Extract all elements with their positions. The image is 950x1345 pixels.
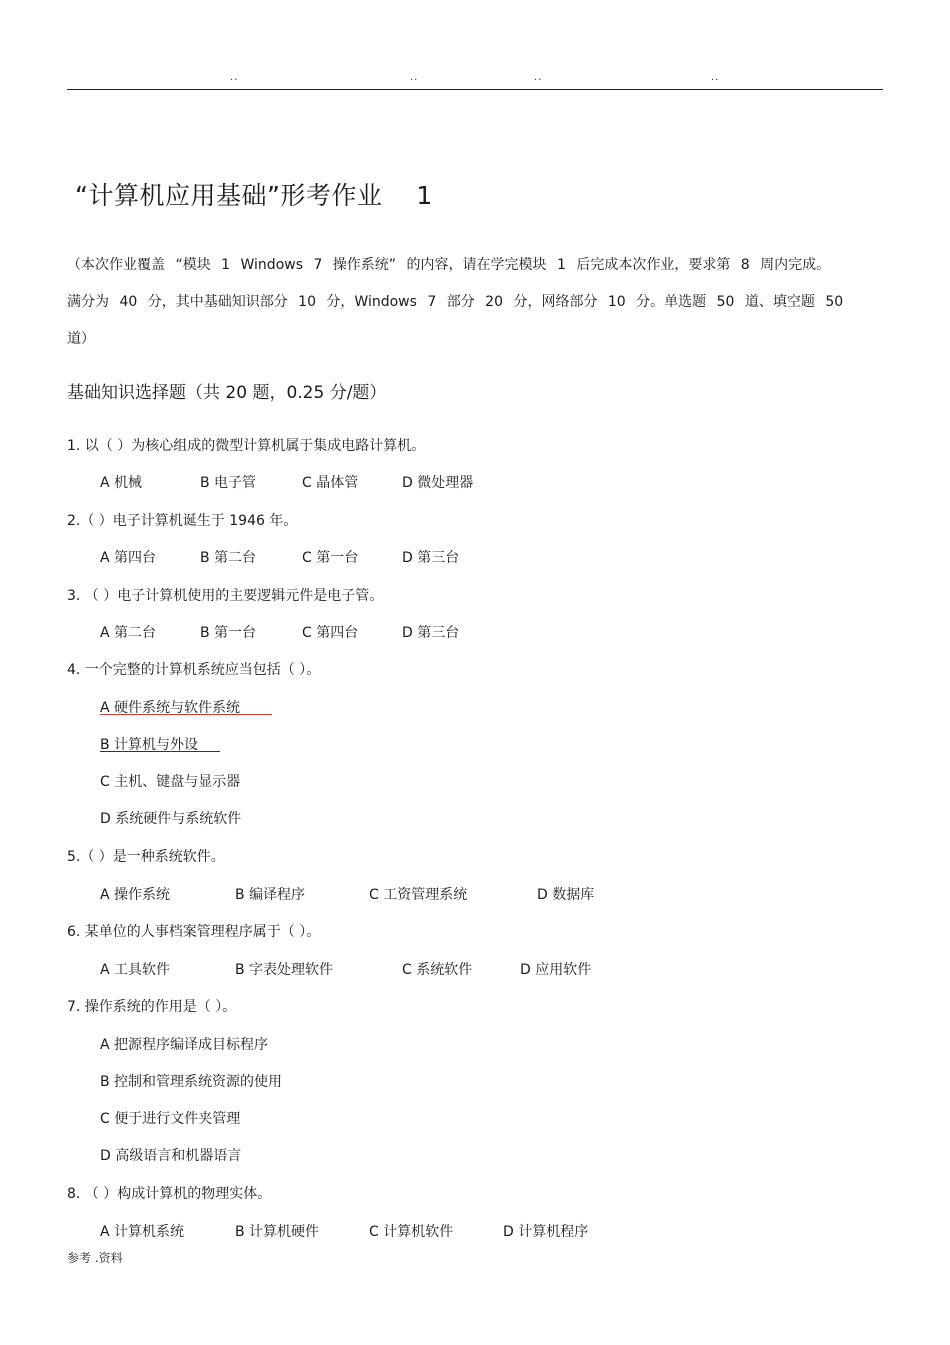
question-5-option-c: C 工资管理系统: [369, 887, 468, 903]
question-3-option-c: C 第四台: [302, 625, 359, 641]
question-3-stem: 3. （ ）电子计算机使用的主要逻辑元件是电子管。: [67, 588, 384, 604]
question-4-option-a-underline: [100, 714, 272, 715]
question-6-stem: 6. 某单位的人事档案管理程序属于（ ）。: [67, 924, 321, 940]
question-4-option-c: C 主机、键盘与显示器: [100, 774, 241, 790]
question-4-option-d: D 系统硬件与系统软件: [100, 811, 242, 827]
page-title-text: “计算机应用基础”形考作业: [75, 181, 383, 210]
question-8-stem: 8. （ ）构成计算机的物理实体。: [67, 1186, 272, 1202]
question-4-stem: 4. 一个完整的计算机系统应当包括（ ）。: [67, 662, 321, 678]
question-5-option-d: D 数据库: [537, 887, 595, 903]
question-7-stem: 7. 操作系统的作用是（ ）。: [67, 999, 237, 1015]
page-title: [75, 176, 433, 212]
question-8-option-d: D 计算机程序: [503, 1224, 589, 1240]
question-3-option-a: A 第二台: [100, 625, 157, 641]
question-6-option-a: A 工具软件: [100, 962, 171, 978]
question-4-option-b-underline: [100, 751, 220, 752]
question-2-option-d: D 第三台: [402, 550, 460, 566]
question-1-option-a: A 机械: [100, 475, 143, 491]
section-title: 基础知识选择题（共 20 题，0.25 分/题）: [67, 383, 387, 403]
header-dots-3: ..: [534, 72, 543, 83]
question-6-option-c: C 系统软件: [402, 962, 473, 978]
question-7-option-c: C 便于进行文件夹管理: [100, 1111, 241, 1127]
intro-line-1: （本次作业覆盖 “模块 1 Windows 7 操作系统” 的内容，请在学完模块 1 后完成本次作业，要求第 8 周内完成。: [67, 257, 831, 273]
question-1-option-d: D 微处理器: [402, 475, 474, 491]
question-2-option-c: C 第一台: [302, 550, 359, 566]
footer-text: 参考 .资料: [67, 1251, 123, 1265]
question-2-option-b: B 第二台: [200, 550, 257, 566]
question-2-stem: 2.（ ）电子计算机诞生于 1946 年。: [67, 513, 298, 529]
question-5-stem: 5.（ ）是一种系统软件。: [67, 849, 225, 865]
question-1-option-c: C 晶体管: [302, 475, 359, 491]
question-5-option-a: A 操作系统: [100, 887, 171, 903]
intro-line-3: 道）: [67, 331, 95, 347]
question-8-option-a: A 计算机系统: [100, 1224, 185, 1240]
question-8-option-b: B 计算机硬件: [235, 1224, 320, 1240]
question-7-option-a: A 把源程序编译成目标程序: [100, 1037, 269, 1053]
question-6-option-b: B 字表处理软件: [235, 962, 334, 978]
question-1-stem: 1. 以（ ）为核心组成的微型计算机属于集成电路计算机。: [67, 438, 426, 454]
intro-line-2: 满分为 40 分，其中基础知识部分 10 分，Windows 7 部分 20 分，网络部分 10 分。单选题 50 道、填空题 50: [67, 294, 844, 310]
header-dots-1: ..: [230, 72, 239, 83]
question-7-option-b: B 控制和管理系统资源的使用: [100, 1074, 283, 1090]
question-3-option-b: B 第一台: [200, 625, 257, 641]
question-4-option-b: B 计算机与外设: [100, 737, 199, 753]
question-4-option-a: A 硬件系统与软件系统: [100, 700, 241, 716]
header-dots-4: ..: [711, 72, 720, 83]
question-5-option-b: B 编译程序: [235, 887, 306, 903]
header-rule: [67, 89, 883, 90]
question-2-option-a: A 第四台: [100, 550, 157, 566]
question-3-option-d: D 第三台: [402, 625, 460, 641]
question-7-option-d: D 高级语言和机器语言: [100, 1148, 242, 1164]
page-title-number: 1: [416, 181, 433, 210]
question-1-option-b: B 电子管: [200, 475, 257, 491]
question-8-option-c: C 计算机软件: [369, 1224, 454, 1240]
header-dots-2: ..: [410, 72, 419, 83]
question-6-option-d: D 应用软件: [520, 962, 592, 978]
